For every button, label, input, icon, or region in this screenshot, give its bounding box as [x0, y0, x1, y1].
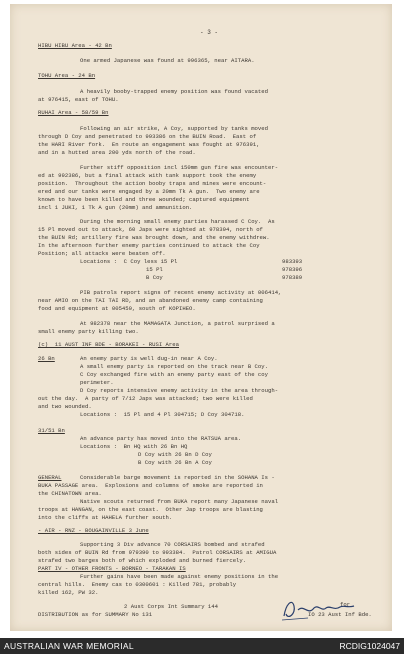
archive-footer	[0, 638, 404, 654]
text-line: known to have been killed and three wounded; captured equipment	[38, 196, 250, 203]
text-line: An enemy party is well dug-in near A Coy.	[80, 355, 218, 362]
text-line: B Coy with 26 Bn A Coy	[138, 459, 212, 466]
text-line: food and equipment at 005450, south of KOPIHEO.	[38, 305, 196, 312]
text-line: for	[340, 601, 351, 608]
text-line: An advance party has moved into the RATSUA area.	[80, 435, 242, 442]
text-line: 978389	[282, 274, 303, 281]
section-heading: 26 Bn	[38, 355, 55, 362]
section-heading: PART IV - OTHER FRONTS - BORNEO - TARAKAN IS	[38, 565, 186, 572]
text-line: A heavily booby-trapped enemy position was found vacated	[80, 88, 268, 95]
text-line: Further stiff opposition incl 150mm gun fire was encounter-	[80, 164, 279, 171]
text-line: In the afternoon further enemy parties continued to attack the Coy	[38, 242, 260, 249]
archive-name: AUSTRALIAN WAR MEMORIAL	[4, 641, 134, 651]
text-line: Supporting 3 Div advance 70 CORSAIRS bombed and strafed	[80, 541, 265, 548]
handwritten-signature	[278, 594, 368, 624]
text-line: At 982378 near the MAMAGATA Junction, a patrol surprised a	[80, 320, 275, 327]
text-line: 15 Pl	[146, 266, 163, 273]
text-line: through D Coy and penetrated to 993386 on the BUIN Road. East of	[38, 133, 257, 140]
text-line: Position; all attacks were beaten off.	[38, 250, 166, 257]
text-line: out the day. A party of 7/12 Japs was attacked; two were killed	[38, 395, 253, 402]
text-line: central hills. Enemy cas to 0300601 : Killed 781, probably	[38, 581, 237, 588]
text-line: B Coy	[146, 274, 163, 281]
text-line: Further gains have been made against enemy positions in the	[80, 573, 279, 580]
text-line: A small enemy party is reported on the track near B Coy.	[80, 363, 268, 370]
text-line: Locations : C Coy less 15 Pl	[80, 258, 178, 265]
text-line: IO 23 Aust Inf Bde.	[308, 611, 372, 618]
text-line: 978396	[282, 266, 303, 273]
text-line: small enemy party killing two.	[38, 328, 139, 335]
text-line: D Coy reports intensive enemy activity in the area through-	[80, 387, 279, 394]
text-line: at 976415, east of TOHU.	[38, 96, 119, 103]
text-line: perimeter.	[80, 379, 114, 386]
page-number: - 3 -	[200, 29, 219, 36]
text-line: and in a hutted area 200 yds north of the road.	[38, 149, 196, 156]
text-line: 2 Aust Corps Int Summary 144	[124, 603, 218, 610]
text-line: into the cliffs at HAHELA further south.	[38, 514, 173, 521]
section-heading: GENERAL	[38, 474, 62, 481]
text-line: strafed two barges both of which exploded and burned fiercely.	[38, 557, 247, 564]
text-line: DISTRIBUTION as for SUMMARY No 131	[38, 611, 153, 618]
text-line: the BUIN Rd; artillery fire was brought down, and the enemy withdrew.	[38, 234, 270, 241]
section-heading: (c) 11 AUST INF BDE - BORAKEI - RUSI Area	[38, 341, 179, 348]
text-line: Locations : Bn HQ with 26 Bn HQ	[80, 443, 188, 450]
text-line: 15 Pl moved out to attack, 60 Japs were sighted at 978394, north of	[38, 226, 263, 233]
text-line: Native scouts returned from BUKA report many Japanese naval	[80, 498, 279, 505]
text-line: PIB patrols report signs of recent enemy activity at 006414,	[80, 289, 282, 296]
section-heading: HIBU HIBU Area - 42 Bn	[38, 42, 112, 49]
text-line: incl 1 JUKI, 1 Tk A gun (20mm) and ammunition.	[38, 204, 193, 211]
text-line: troops at HANGAN, on the east coast. Other Jap troops are blasting	[38, 506, 263, 513]
text-line: position. Throughout the action booby traps and mines were encount-	[38, 180, 267, 187]
section-heading: TOHU Area - 24 Bn	[38, 72, 96, 79]
archive-id: RCDIG1024047	[339, 641, 400, 651]
text-line: the CHINATOWN area.	[38, 490, 102, 497]
text-line: and two wounded.	[38, 403, 92, 410]
text-line: ed at 992386, but a final attack with tank support took the enemy	[38, 172, 257, 179]
section-heading: - AIR - RNZ - BOUGAINVILLE 3 June	[38, 527, 149, 534]
text-line: BUKA PASSAGE area. Explosions and columns of smoke are reported in	[38, 482, 263, 489]
text-line: Following an air strike, A Coy, supported by tanks moved	[80, 125, 268, 132]
text-line: killed 162, PW 32.	[38, 589, 99, 596]
text-line: One armed Japanese was found at 996365, near AITARA.	[80, 57, 255, 64]
text-line: 983393	[282, 258, 303, 265]
text-line: Considerable barge movement is reported in the SOHANA Is -	[80, 474, 275, 481]
text-line: near AMIO on the TAI TAI RD, and an abandoned enemy camp containing	[38, 297, 263, 304]
text-line: D Coy with 26 Bn D Coy	[138, 451, 212, 458]
section-heading: 31/51 Bn	[38, 427, 65, 434]
text-line: During the morning small enemy parties harassed C Coy. As	[80, 218, 275, 225]
text-line: both sides of BUIN Rd from 979390 to 993384. Patrol CORSAIRS at AMIGUA	[38, 549, 277, 556]
text-line: the HARI River fork. En route an engagement was fought at 976391,	[38, 141, 260, 148]
text-line: Locations : 15 Pl and 4 Pl 304715; D Coy 304718.	[80, 411, 245, 418]
section-heading: RUHAI Area - 58/59 Bn	[38, 109, 109, 116]
text-line: C Coy exchanged fire with an enemy party east of the coy	[80, 371, 268, 378]
text-line: ered and our tanks were engaged by a 20mm Tk A gun. Two enemy are	[38, 188, 260, 195]
document-page	[10, 4, 392, 631]
